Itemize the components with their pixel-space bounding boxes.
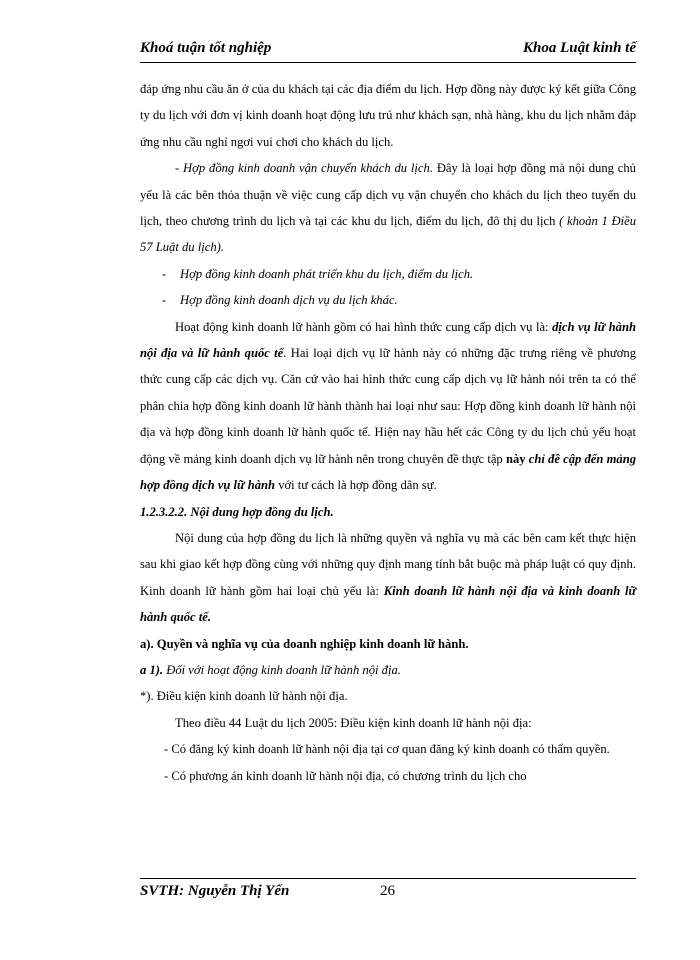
section-heading: 1.2.3.2.2. Nội dung hợp đồng du lịch. [140, 504, 334, 519]
page-footer [140, 878, 636, 909]
page-number: 26 [380, 883, 395, 899]
dash-marker: - [162, 293, 167, 308]
paragraph-registration: - Có đăng ký kinh doanh lữ hành nội địa tại cơ quan đăng ký kinh doanh có thẩm quyền. [164, 742, 610, 757]
text-run: với tư cách là hợp đồng dân sự. [275, 478, 437, 493]
text-run: Nội dung của hợp đồng du lịch là những quyền và nghĩa vụ mà các bên cam kết thực hiện sau khi giao kết hợp đồng cùng với những quy định mang tính bắt buộc mà pháp luật có quy định. Kinh doanh lữ hành gồm hai loại chủ yếu là: [140, 530, 636, 598]
header-faculty: Khoa Luật kinh tế [523, 40, 636, 56]
footer-author: SVTH: Nguyễn Thị Yến [140, 883, 290, 899]
bold-word: này [505, 451, 529, 466]
paragraph-conditions: *). Điều kiện kinh doanh lữ hành nội địa. [140, 689, 348, 704]
transport-contract-lead: - Hợp đồng kinh doanh vận chuyển khách du lịch. [175, 161, 433, 176]
subsubsection-heading [140, 657, 636, 683]
dash-marker: - [162, 266, 167, 281]
list-item-text: Hợp đồng kinh doanh dịch vụ du lịch khác. [180, 293, 398, 308]
emphasis-scope: chỉ đề cập đến mảng hợp đồng dịch vụ lữ hành [140, 451, 637, 493]
text-run: . Hai loại dịch vụ lữ hành này có những đặc trưng riêng về phương thức cung cấp các dịch vụ. Căn cứ vào hai hình thức cung cấp dịch vụ lữ hành nói trên ta có thể phân chia hợp đồng kinh doanh lữ hành thành hai loại như sau: Hợp đồng kinh doanh lữ hành nội địa và hợp đồng kinh doanh lữ hành quốc tế. Hiện nay hầu hết các Công ty du lịch chủ yếu hoạt động về mảng kinh doanh dịch vụ lữ hành nên trong chuyên đề thực tập [140, 346, 636, 466]
transport-legal-reference: ( khoản 1 Điều 57 Luật du lịch). [140, 214, 636, 255]
paragraph-business-plan: - Có phương án kinh doanh lữ hành nội địa, có chương trình du lịch cho [164, 768, 527, 783]
list-item [140, 261, 636, 287]
header-thesis-title: Khoá tuận tốt nghiệp [140, 40, 272, 56]
list-item [140, 287, 636, 313]
paragraph-travel-business [140, 314, 636, 499]
emphasis-service-types: dịch vụ lữ hành nội địa và lữ hành quốc tế [140, 319, 636, 361]
transport-contract-text: Đây là loại hợp đồng mà nội dung chủ yếu là các bên thỏa thuận về việc cung cấp dịch vụ vận chuyển cho khách du lịch theo tuyến du lịch, theo chương trình du lịch và tại các khu du lịch, điểm du lịch, đô thị du lịch [140, 161, 636, 229]
paragraph-transport [140, 155, 636, 261]
paragraph-contract-content [140, 525, 636, 631]
heading-number: a 1). [140, 662, 167, 677]
text-run: Hoạt động kinh doanh lữ hành gồm có hai hình thức cung cấp dịch vụ là: [175, 319, 553, 334]
emphasis-business-types: Kinh doanh lữ hành nội địa và kinh doanh lữ hành quốc tế. [140, 583, 636, 625]
page-header [140, 38, 636, 63]
page-body [140, 76, 636, 789]
paragraph-accommodation: đáp ứng nhu cầu ăn ở của du khách tại các địa điểm du lịch. Hợp đồng này được ký kết giữa Công ty du lịch với đơn vị kinh doanh hoạt động lưu trú như khách sạn, nhà hàng, khu du lịch nhằm đáp ứng nhu cầu nghỉ ngơi vui chơi cho khách du lịch. [140, 82, 636, 149]
heading-text: Đối với hoạt động kinh doanh lữ hành nội địa. [166, 662, 401, 677]
subsection-heading: a). Quyền và nghĩa vụ của doanh nghiệp kinh doanh lữ hành. [140, 636, 469, 651]
list-item-text: Hợp đồng kinh doanh phát triển khu du lịch, điểm du lịch. [180, 266, 474, 281]
paragraph-law-reference: Theo điều 44 Luật du lịch 2005: Điều kiện kinh doanh lữ hành nội địa: [175, 715, 532, 730]
